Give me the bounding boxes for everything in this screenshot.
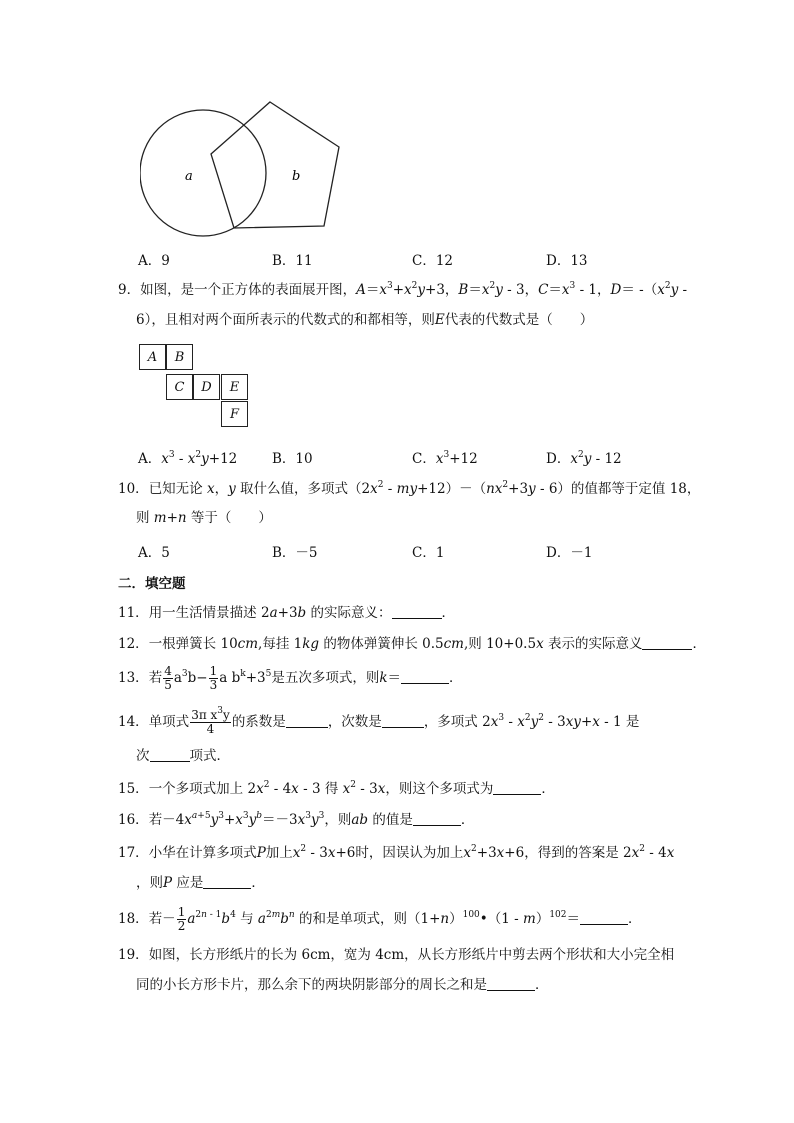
q8-option-b: B．11 [272,253,313,269]
q11: 11．用一生活情景描述 2a+3b 的实际意义： ． [118,605,455,621]
net-face-c: C [166,374,193,400]
q14-line2: 次 项式． [136,748,230,764]
q15: 15．一个多项式加上 $2x^2 - 4x - 3$ 得 $x^2 - 3x$，则这个多项式为 ． [118,780,555,797]
q16: 16．若$-4x^{a+5}y^3+x^3y^b=-3x^3y^3$，则ab 的值是 ． [118,811,475,828]
net-face-d: D [193,374,220,400]
net-face-b: B [166,344,193,370]
q9-option-d: D．$x^2y - 12$ [546,450,622,467]
pentagon-shape [211,102,339,228]
q9-line1: 9．如图，是一个正方体的表面展开图，$A=x^3+x^2y+3$，$B=x^2y - 3$，$C=x^3 - 1$，$D= -(x^2y$ - [118,281,688,298]
q9-line2: 6），且相对两个面所表示的代数式的和都相等，则E代表的代数式是（ ） [136,312,594,328]
net-face-f: F [221,401,248,427]
q13: 13．若 $\frac{4}{5}$ $a^3b-$ $\frac{1}{3}$ a $b^k+3^5$是五次多项式，则k＝ ． [118,664,463,692]
q9-option-c: C．$x^3+12$ [412,450,478,467]
q12: 12．一根弹簧长 10cm,每挂 1kg 的物体弹簧伸长 0.5cm,则 10+0.5x 表示的实际意义 ． [118,636,706,652]
q8-option-a: A．9 [138,253,170,269]
circle-pentagon-figure [140,98,345,240]
net-face-a: A [139,344,166,370]
q10-option-a: A．5 [138,545,170,561]
q10-option-b: B．－5 [272,545,318,561]
circle-shape [140,110,266,236]
label-a: a [185,169,193,184]
q10-line1: 10．已知无论 x，y 取什么值，多项式$(2x^2 - my+12)-(nx^2+3y - 6)$的值都等于定值 18， [118,480,701,497]
label-b: b [292,169,301,184]
net-face-e: E [221,374,248,400]
q8-option-c: C．12 [412,253,454,269]
q9-option-a: A．$x^3 - x^2y+12$ [138,450,238,467]
q19-line2: 同的小长方形卡片，那么余下的两块阴影部分的周长之和是 ． [136,977,549,993]
q10-option-c: C．1 [412,545,445,561]
q9-option-b: B．10 [272,451,313,467]
q19-line1: 19．如图，长方形纸片的长为 6cm，宽为 4cm，从长方形纸片中剪去两个形状和大小完全相 [118,947,675,963]
q14-line1: 14．单项式 $\frac{3\pi x^3y}{4}$ 的系数是 ，次数是 ，多项式 $2x^3 - x^2y^2 - 3xy+x - 1$ 是 [118,706,640,736]
q8-option-d: D．13 [546,253,588,269]
q17-line1: 17．小华在计算多项式P加上$x^2 - 3x+6$时，因误认为加上$x^2+3x+6$，得到的答案是 $2x^2 - 4x$ [118,844,675,861]
q10-line2: 则 m+n 等于（ ） [136,510,272,526]
section-heading: 二．填空题 [118,576,186,592]
q17-line2: ，则P 应是 ． [136,875,265,891]
q18: 18．若－ $\frac{1}{2}$ $a^{2n - 1}b^4$ 与 $a^{2m}b^n$ 的和是单项式，则$(1+n)^{100}•(1 - m)^{102}=$ ． [118,905,642,933]
q10-option-d: D．－1 [546,545,593,561]
